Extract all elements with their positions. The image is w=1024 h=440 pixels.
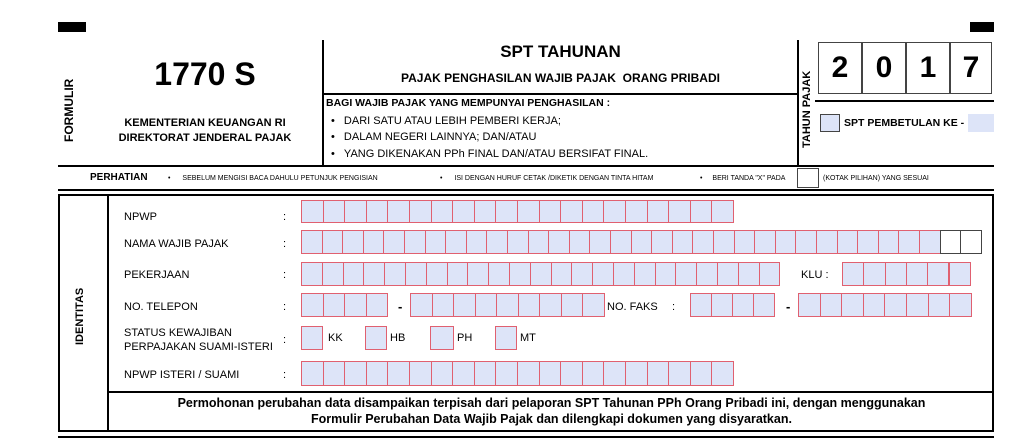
nama-wajib-pajak-box[interactable] — [960, 230, 982, 254]
klu-box[interactable] — [863, 262, 885, 286]
pekerjaan-box[interactable] — [592, 262, 614, 286]
telepon-dash: - — [398, 299, 403, 314]
pekerjaan-box[interactable] — [384, 262, 406, 286]
npwp-spouse-label: NPWP ISTERI / SUAMI — [124, 369, 240, 381]
nama-wajib-pajak-box[interactable] — [548, 230, 570, 254]
perhatian-item-1 — [168, 175, 378, 182]
telepon-number-box[interactable] — [432, 293, 455, 317]
npwp-spouse-box[interactable] — [625, 361, 648, 386]
npwp-spouse-box[interactable] — [560, 361, 583, 386]
year-digit-2[interactable]: 0 — [862, 42, 906, 94]
faks-number-box[interactable] — [841, 293, 864, 317]
nama-wajib-pajak-box[interactable] — [919, 230, 941, 254]
bullet-icon: • — [331, 115, 335, 127]
npwp-spouse-box[interactable] — [387, 361, 410, 386]
nama-wajib-pajak-box[interactable] — [486, 230, 508, 254]
npwp-spouse-box[interactable] — [647, 361, 670, 386]
bullet-icon: • — [331, 131, 335, 143]
pekerjaan-box[interactable] — [655, 262, 677, 286]
identitas-footer-line-2: Formulir Perubahan Data Wajib Pajak dan dilengkapi dokumen yang disyaratkan. — [311, 412, 792, 426]
nama-wajib-pajak-box[interactable] — [589, 230, 611, 254]
pembetulan-checkbox[interactable] — [820, 114, 840, 132]
npwp-box[interactable] — [409, 200, 432, 223]
nama-wajib-pajak-box[interactable] — [383, 230, 405, 254]
telepon-number-box[interactable] — [518, 293, 541, 317]
perhatian-item-4: (KOTAK PILIHAN) YANG SESUAI — [823, 175, 929, 182]
status-hb-label: HB — [390, 332, 406, 344]
nama-wajib-pajak-box[interactable] — [425, 230, 447, 254]
faks-area-box[interactable] — [690, 293, 712, 317]
pekerjaan-box[interactable] — [426, 262, 448, 286]
klu-box[interactable] — [906, 262, 928, 286]
pekerjaan-box[interactable] — [717, 262, 739, 286]
nama-wajib-pajak-box[interactable] — [610, 230, 632, 254]
pekerjaan-box[interactable] — [343, 262, 365, 286]
npwp-box[interactable] — [647, 200, 670, 223]
pekerjaan-box[interactable] — [613, 262, 635, 286]
npwp-spouse-box[interactable] — [323, 361, 346, 386]
nama-wajib-pajak-box[interactable] — [713, 230, 735, 254]
faks-number-box[interactable] — [820, 293, 843, 317]
nama-wajib-pajak-box[interactable] — [528, 230, 550, 254]
nama-wajib-pajak-box[interactable] — [322, 230, 344, 254]
npwp-box[interactable] — [452, 200, 475, 223]
npwp-box[interactable] — [668, 200, 691, 223]
nama-wajib-pajak-box[interactable] — [816, 230, 838, 254]
pekerjaan-box[interactable] — [675, 262, 697, 286]
year-digit-1[interactable]: 2 — [818, 42, 862, 94]
faks-number-box[interactable] — [906, 293, 929, 317]
npwp-box[interactable] — [387, 200, 410, 223]
pekerjaan-box[interactable] — [363, 262, 385, 286]
formulir-label: FORMULIR — [62, 78, 76, 142]
npwp-box[interactable] — [474, 200, 497, 223]
pekerjaan-box[interactable] — [551, 262, 573, 286]
npwp-spouse-box[interactable] — [366, 361, 389, 386]
npwp-spouse-box[interactable] — [711, 361, 734, 386]
title-underline — [322, 93, 799, 95]
pekerjaan-box[interactable] — [301, 262, 323, 286]
npwp-box[interactable] — [560, 200, 583, 223]
nama-wajib-pajak-box[interactable] — [404, 230, 426, 254]
nama-wajib-pajak-box[interactable] — [445, 230, 467, 254]
faks-number-box[interactable] — [798, 293, 821, 317]
status-mt-label: MT — [520, 332, 536, 344]
npwp-spouse-box[interactable] — [344, 361, 367, 386]
year-digit-3[interactable]: 1 — [906, 42, 950, 94]
faks-number-box[interactable] — [949, 293, 972, 317]
identitas-label: IDENTITAS — [74, 287, 86, 345]
klu-box[interactable] — [885, 262, 907, 286]
nama-wajib-pajak-box[interactable] — [734, 230, 756, 254]
faks-area-box[interactable] — [732, 293, 754, 317]
faks-area-box[interactable] — [711, 293, 733, 317]
status-ph-checkbox[interactable] — [430, 326, 454, 350]
corner-marker-left — [58, 22, 86, 32]
telepon-colon: : — [283, 301, 287, 313]
nama-wajib-pajak-box[interactable] — [672, 230, 694, 254]
faks-area-box[interactable] — [753, 293, 775, 317]
pekerjaan-box[interactable] — [738, 262, 760, 286]
bullet-icon: • — [168, 175, 171, 182]
npwp-box[interactable] — [517, 200, 540, 223]
npwp-spouse-box[interactable] — [495, 361, 518, 386]
perhatian-label: PERHATIAN — [90, 172, 148, 183]
perhatian-text: ISI DENGAN HURUF CETAK /DIKETIK DENGAN TINTA HITAM — [454, 175, 654, 182]
status-kk-checkbox[interactable] — [301, 326, 323, 350]
faks-number-box[interactable] — [884, 293, 907, 317]
pekerjaan-colon: : — [283, 269, 287, 281]
nama-wajib-pajak-box[interactable] — [795, 230, 817, 254]
bullet-icon: • — [700, 175, 703, 182]
applies-item-text: DARI SATU ATAU LEBIH PEMBERI KERJA; — [343, 115, 561, 127]
nama-wajib-pajak-box[interactable] — [692, 230, 714, 254]
applies-heading: BAGI WAJIB PAJAK YANG MEMPUNYAI PENGHASILAN : — [326, 97, 611, 109]
tahun-divider — [815, 100, 994, 102]
pekerjaan-box[interactable] — [530, 262, 552, 286]
npwp-box[interactable] — [711, 200, 734, 223]
telepon-number-box[interactable] — [475, 293, 498, 317]
corner-marker-right — [970, 22, 994, 32]
telepon-number-box[interactable] — [561, 293, 584, 317]
header-divider-2 — [797, 40, 799, 166]
pekerjaan-box[interactable] — [467, 262, 489, 286]
faks-colon: : — [672, 301, 676, 313]
npwp-box[interactable] — [625, 200, 648, 223]
npwp-box[interactable] — [323, 200, 346, 223]
telepon-area-box[interactable] — [344, 293, 367, 317]
telepon-label: NO. TELEPON — [124, 301, 198, 313]
pekerjaan-box[interactable] — [322, 262, 344, 286]
nama-wajib-pajak-box[interactable] — [651, 230, 673, 254]
npwp-label: NPWP — [124, 211, 157, 223]
page-bottom-line — [58, 436, 994, 438]
applies-item-text: DALAM NEGERI LAINNYA; DAN/ATAU — [343, 131, 537, 143]
faks-number-box[interactable] — [863, 293, 886, 317]
pekerjaan-box[interactable] — [759, 262, 781, 286]
telepon-area-box[interactable] — [323, 293, 346, 317]
applies-item-text: YANG DIKENAKAN PPh FINAL DAN/ATAU BERSIFAT FINAL. — [343, 148, 649, 160]
telepon-number-box[interactable] — [410, 293, 433, 317]
npwp-box[interactable] — [495, 200, 518, 223]
pembetulan-input[interactable] — [968, 114, 994, 132]
npwp-spouse-box[interactable] — [539, 361, 562, 386]
page-subtitle: PAJAK PENGHASILAN WAJIB PAJAK ORANG PRIBADI — [401, 71, 720, 85]
faks-dash: - — [786, 299, 791, 314]
status-hb-checkbox[interactable] — [365, 326, 387, 350]
npwp-colon: : — [283, 211, 287, 223]
pekerjaan-box[interactable] — [509, 262, 531, 286]
nama-wajib-pajak-box[interactable] — [754, 230, 776, 254]
status-kk-label: KK — [328, 332, 343, 344]
pekerjaan-box[interactable] — [447, 262, 469, 286]
npwp-spouse-box[interactable] — [668, 361, 691, 386]
nama-wajib-pajak-box[interactable] — [569, 230, 591, 254]
status-label-line-1: STATUS KEWAJIBAN — [124, 327, 232, 339]
bullet-icon: • — [440, 175, 443, 182]
npwp-spouse-box[interactable] — [603, 361, 626, 386]
applies-item-2 — [331, 131, 536, 143]
nama-wajib-pajak-box[interactable] — [878, 230, 900, 254]
status-mt-checkbox[interactable] — [495, 326, 517, 350]
npwp-spouse-box[interactable] — [517, 361, 540, 386]
perhatian-text: BERI TANDA "X" PADA — [712, 175, 786, 182]
nama-wajib-pajak-box[interactable] — [940, 230, 962, 254]
nama-wajib-pajak-box[interactable] — [857, 230, 879, 254]
npwp-spouse-box[interactable] — [409, 361, 432, 386]
nama-wajib-pajak-box[interactable] — [631, 230, 653, 254]
npwp-box[interactable] — [431, 200, 454, 223]
identitas-footer-line — [107, 391, 994, 393]
tahun-pajak-label: TAHUN PAJAK — [801, 70, 813, 148]
klu-box[interactable] — [842, 262, 864, 286]
nama-colon: : — [283, 238, 287, 250]
klu-box[interactable] — [927, 262, 949, 286]
nama-wajib-pajak-label: NAMA WAJIB PAJAK — [124, 238, 229, 250]
applies-item-3 — [331, 148, 648, 160]
npwp-box[interactable] — [344, 200, 367, 223]
nama-wajib-pajak-box[interactable] — [507, 230, 529, 254]
npwp-box[interactable] — [539, 200, 562, 223]
klu-box[interactable] — [949, 262, 971, 286]
ministry-line-2: DIREKTORAT JENDERAL PAJAK — [118, 132, 292, 144]
npwp-box[interactable] — [603, 200, 626, 223]
nama-wajib-pajak-box[interactable] — [342, 230, 364, 254]
perhatian-bottom-line — [58, 189, 994, 191]
identitas-footer-line-1: Permohonan perubahan data disampaikan terpisah dari pelaporan SPT Tahunan PPh Orang Pribadi ini, dengan menggunakan — [177, 396, 926, 410]
nama-wajib-pajak-box[interactable] — [301, 230, 323, 254]
npwp-spouse-box[interactable] — [301, 361, 324, 386]
telepon-area-box[interactable] — [366, 293, 389, 317]
nama-wajib-pajak-box[interactable] — [898, 230, 920, 254]
telepon-area-box[interactable] — [301, 293, 324, 317]
npwp-spouse-box[interactable] — [474, 361, 497, 386]
telepon-number-box[interactable] — [539, 293, 562, 317]
pekerjaan-label: PEKERJAAN — [124, 269, 190, 281]
faks-number-box[interactable] — [928, 293, 951, 317]
npwp-spouse-colon: : — [283, 369, 287, 381]
telepon-number-box[interactable] — [453, 293, 476, 317]
bullet-icon: • — [331, 148, 335, 160]
perhatian-item-2 — [440, 175, 653, 182]
klu-label: KLU : — [801, 269, 829, 281]
pekerjaan-box[interactable] — [634, 262, 656, 286]
pekerjaan-box[interactable] — [405, 262, 427, 286]
npwp-spouse-box[interactable] — [452, 361, 475, 386]
npwp-box[interactable] — [582, 200, 605, 223]
faks-label: NO. FAKS — [607, 301, 658, 313]
status-label-line-2: PERPAJAKAN SUAMI-ISTERI — [124, 341, 273, 353]
ministry-line-1: KEMENTERIAN KEUANGAN RI — [124, 117, 286, 129]
nama-wajib-pajak-box[interactable] — [837, 230, 859, 254]
telepon-number-box[interactable] — [496, 293, 519, 317]
pekerjaan-box[interactable] — [488, 262, 510, 286]
page-title: SPT TAHUNAN — [500, 42, 621, 61]
status-ph-label: PH — [457, 332, 473, 344]
form-number: 1770 S — [154, 56, 256, 92]
npwp-box[interactable] — [301, 200, 324, 223]
example-checkbox — [797, 168, 819, 188]
npwp-box[interactable] — [690, 200, 713, 223]
pekerjaan-box[interactable] — [571, 262, 593, 286]
header-bottom-line — [58, 165, 994, 167]
pembetulan-label: SPT PEMBETULAN KE - — [844, 117, 965, 129]
nama-wajib-pajak-box[interactable] — [775, 230, 797, 254]
year-digit-4[interactable]: 7 — [950, 42, 992, 94]
pekerjaan-box[interactable] — [696, 262, 718, 286]
npwp-box[interactable] — [366, 200, 389, 223]
status-colon: : — [283, 334, 287, 346]
perhatian-item-3 — [700, 175, 785, 182]
applies-item-1 — [331, 115, 561, 127]
nama-wajib-pajak-box[interactable] — [466, 230, 488, 254]
npwp-spouse-box[interactable] — [582, 361, 605, 386]
npwp-spouse-box[interactable] — [431, 361, 454, 386]
npwp-spouse-box[interactable] — [690, 361, 713, 386]
perhatian-text: SEBELUM MENGISI BACA DAHULU PETUNJUK PENGISIAN — [182, 175, 378, 182]
nama-wajib-pajak-box[interactable] — [363, 230, 385, 254]
telepon-number-box[interactable] — [582, 293, 605, 317]
